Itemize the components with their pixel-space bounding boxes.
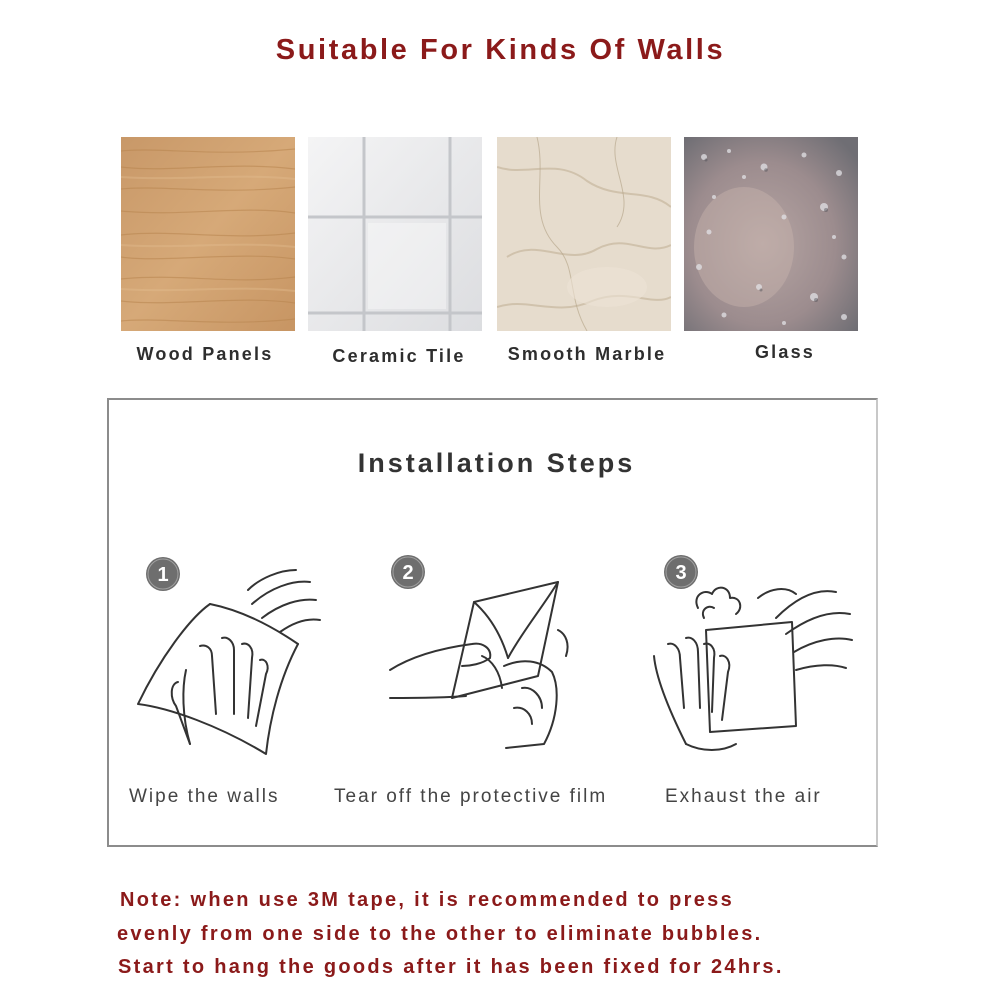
step-1-badge xyxy=(146,557,180,591)
note-line-1: Note: when use 3M tape, it is recommended to press xyxy=(120,889,735,911)
ceramic-tile-swatch xyxy=(308,137,482,331)
step-2-label: Tear off the protective film xyxy=(334,786,608,807)
svg-text:1: 1 xyxy=(157,564,169,586)
svg-text:2: 2 xyxy=(402,562,414,584)
step-3-label: Exhaust the air xyxy=(665,786,822,807)
ceramic-tile-label: Ceramic Tile xyxy=(332,346,466,366)
wood-panels-swatch xyxy=(121,137,295,331)
page-title: Suitable For Kinds Of Walls xyxy=(275,34,726,66)
installation-heading: Installation Steps xyxy=(357,448,636,478)
step-1-label: Wipe the walls xyxy=(129,786,280,807)
smooth-marble-swatch xyxy=(497,137,671,331)
glass-label: Glass xyxy=(754,342,816,362)
step-1-illustration xyxy=(130,548,330,768)
step-3-illustration xyxy=(646,548,860,768)
step-2-illustration xyxy=(382,548,582,768)
note-line-2: evenly from one side to the other to eliminate bubbles. xyxy=(117,923,763,945)
smooth-marble-label: Smooth Marble xyxy=(507,344,667,364)
step-2-badge xyxy=(391,555,425,589)
svg-text:3: 3 xyxy=(675,562,687,584)
note-line-3: Start to hang the goods after it has been fixed for 24hrs. xyxy=(118,956,784,978)
step-3-badge xyxy=(664,555,698,589)
wood-panels-label: Wood Panels xyxy=(136,344,274,364)
glass-swatch xyxy=(684,137,858,331)
